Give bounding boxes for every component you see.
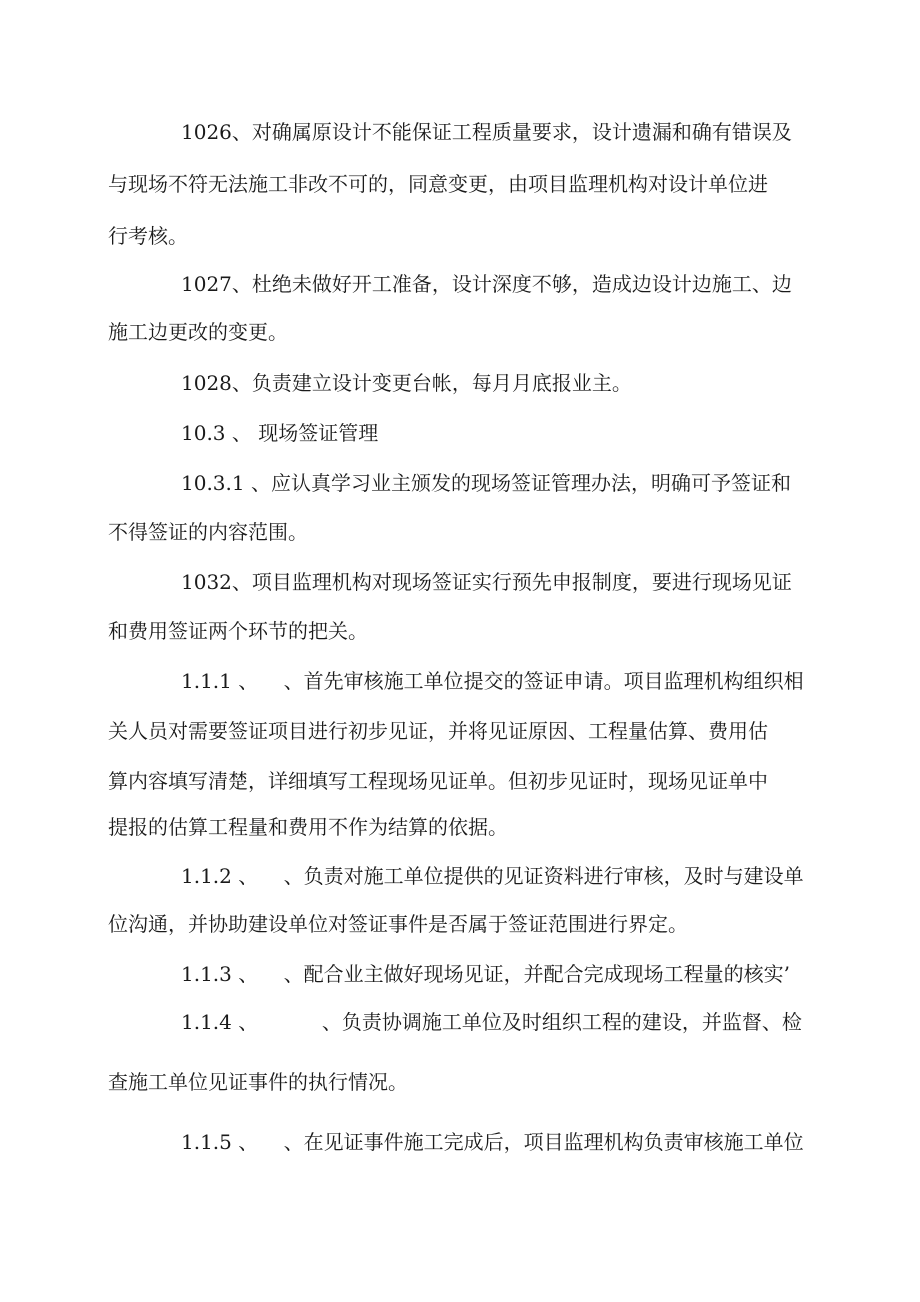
text-line: 1032、项目监理机构对现场签证实行预先申报制度，要进行现场见证 xyxy=(181,570,792,594)
text-line: 10.3.1 、应认真学习业主颁发的现场签证管理办法，明确可予签证和 xyxy=(181,471,791,495)
text-line: 1.1.3 、 、配合业主做好现场见证，并配合完成现场工程量的核实’ xyxy=(181,962,791,986)
text-line: 1.1.1 、 、首先审核施工单位提交的签证申请。项目监理机构组织相 xyxy=(181,669,804,693)
text-line: 提报的估算工程量和费用不作为结算的依据。 xyxy=(108,815,508,839)
text-line: 位沟通，并协助建设单位对签证事件是否属于签证范围进行界定。 xyxy=(108,912,688,936)
text-line: 1.1.4 、 、负责协调施工单位及时组织工程的建设，并监督、检 xyxy=(181,1010,802,1034)
text-line: 1027、杜绝未做好开工准备，设计深度不够，造成边设计边施工、边 xyxy=(181,272,792,296)
section-heading: 10.3 、 现场签证管理 xyxy=(181,421,379,445)
text-line: 1.1.5 、 、在见证事件施工完成后，项目监理机构负责审核施工单位 xyxy=(181,1130,804,1154)
text-line: 1.1.2 、 、负责对施工单位提供的见证资料进行审核，及时与建设单 xyxy=(181,864,804,888)
text-line: 不得签证的内容范围。 xyxy=(108,520,308,544)
text-line: 1028、负责建立设计变更台帐，每月月底报业主。 xyxy=(181,371,632,395)
text-line: 施工边更改的变更。 xyxy=(108,320,288,344)
text-line: 关人员对需要签证项目进行初步见证，并将见证原因、工程量估算、费用估 xyxy=(108,719,768,743)
text-line: 与现场不符无法施工非改不可的，同意变更，由项目监理机构对设计单位进 xyxy=(108,172,768,196)
text-line: 查施工单位见证事件的执行情况。 xyxy=(108,1070,408,1094)
text-line: 行考核。 xyxy=(108,224,188,248)
text-line: 1026、对确属原设计不能保证工程质量要求，设计遗漏和确有错误及 xyxy=(181,120,792,144)
text-line: 算内容填写清楚，详细填写工程现场见证单。但初步见证时，现场见证单中 xyxy=(108,769,768,793)
text-line: 和费用签证两个环节的把关。 xyxy=(108,619,368,643)
